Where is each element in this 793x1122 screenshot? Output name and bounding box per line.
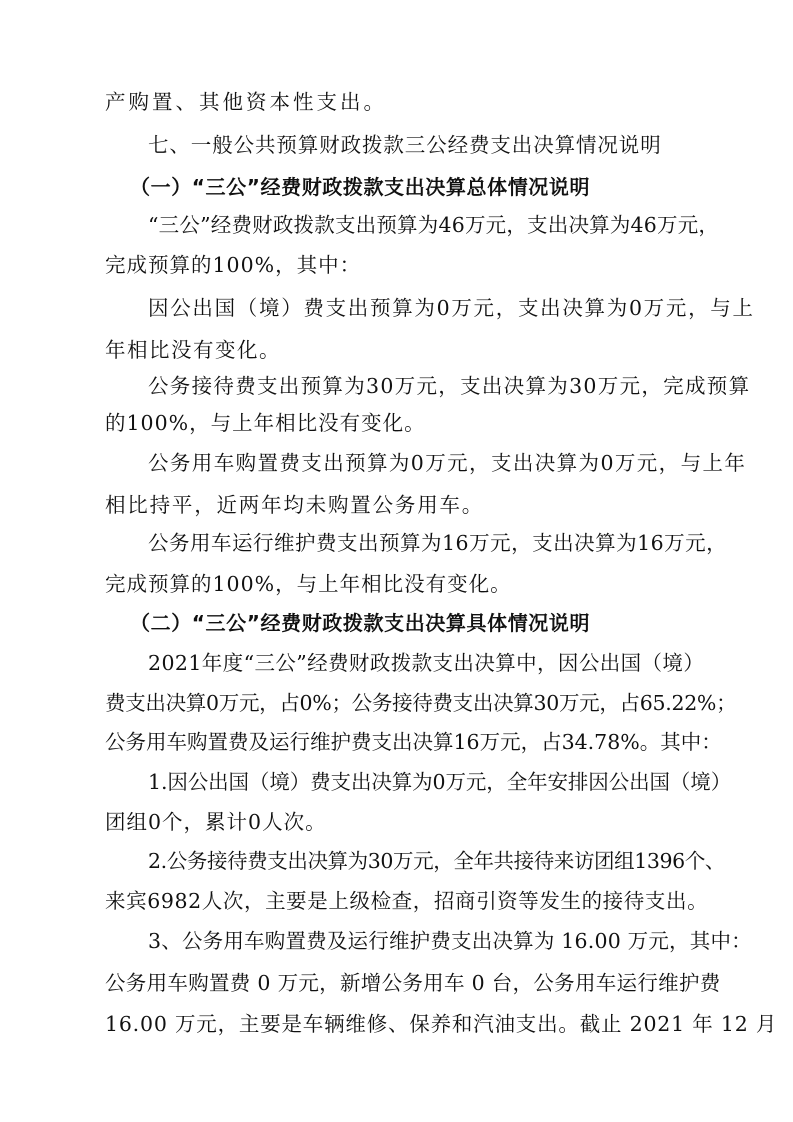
body-line-12: 2021年度“三公”经费财政拨款支出决算中，因公出国（境） xyxy=(148,651,705,675)
body-line-8: 公务用车购置费支出预算为0万元，支出决算为0万元，与上年 xyxy=(148,451,747,475)
body-line-7: 的100%，与上年相比没有变化。 xyxy=(105,411,426,435)
subsection-heading-1: （一）“三公”经费财政拨款支出决算总体情况说明 xyxy=(130,175,591,199)
body-line-21: 16.00 万元，主要是车辆维修、保养和汽油支出。截止 2021 年 12 月 xyxy=(105,1012,778,1036)
body-line-20: 公务用车购置费 0 万元，新增公务用车 0 台，公务用车运行维护费 xyxy=(105,971,721,995)
body-line-6: 公务接待费支出预算为30万元，支出决算为30万元，完成预算 xyxy=(148,374,751,398)
body-line-10: 公务用车运行维护费支出预算为16万元，支出决算为16万元， xyxy=(148,531,728,555)
body-line-19: 3、公务用车购置费及运行维护费支出决算为 16.00 万元，其中： xyxy=(148,929,752,953)
body-line-13: 费支出决算0万元，占0%；公务接待费支出决算30万元，占65.22%； xyxy=(105,691,737,715)
body-line-9: 相比持平，近两年均未购置公务用车。 xyxy=(105,493,485,517)
body-line-17: 2.公务接待费支出决算为30万元，全年共接待来访团组1396个、 xyxy=(148,849,726,873)
body-line-3: 完成预算的100%，其中： xyxy=(105,253,362,277)
body-line-5: 年相比没有变化。 xyxy=(105,338,281,362)
subsection-heading-2: （二）“三公”经费财政拨款支出决算具体情况说明 xyxy=(130,611,591,635)
body-line-11: 完成预算的100%，与上年相比没有变化。 xyxy=(105,572,512,596)
body-line-18: 来宾6982人次，主要是上级检查，招商引资等发生的接待支出。 xyxy=(105,889,709,913)
body-line-15: 1.因公出国（境）费支出决算为0万元，全年安排因公出国（境） xyxy=(148,770,732,794)
section-heading: 七、一般公共预算财政拨款三公经费支出决算情况说明 xyxy=(148,133,662,157)
body-line-4: 因公出国（境）费支出预算为0万元，支出决算为0万元，与上 xyxy=(148,296,755,320)
body-line-16: 团组0个，累计0人次。 xyxy=(105,810,327,834)
body-line-2: “三公”经费财政拨款支出预算为46万元，支出决算为46万元， xyxy=(148,213,720,237)
body-line-1: 产购置、其他资本性支出。 xyxy=(105,90,387,114)
body-line-14: 公务用车购置费及运行维护费支出决算16万元，占34.78%。其中： xyxy=(105,730,722,754)
